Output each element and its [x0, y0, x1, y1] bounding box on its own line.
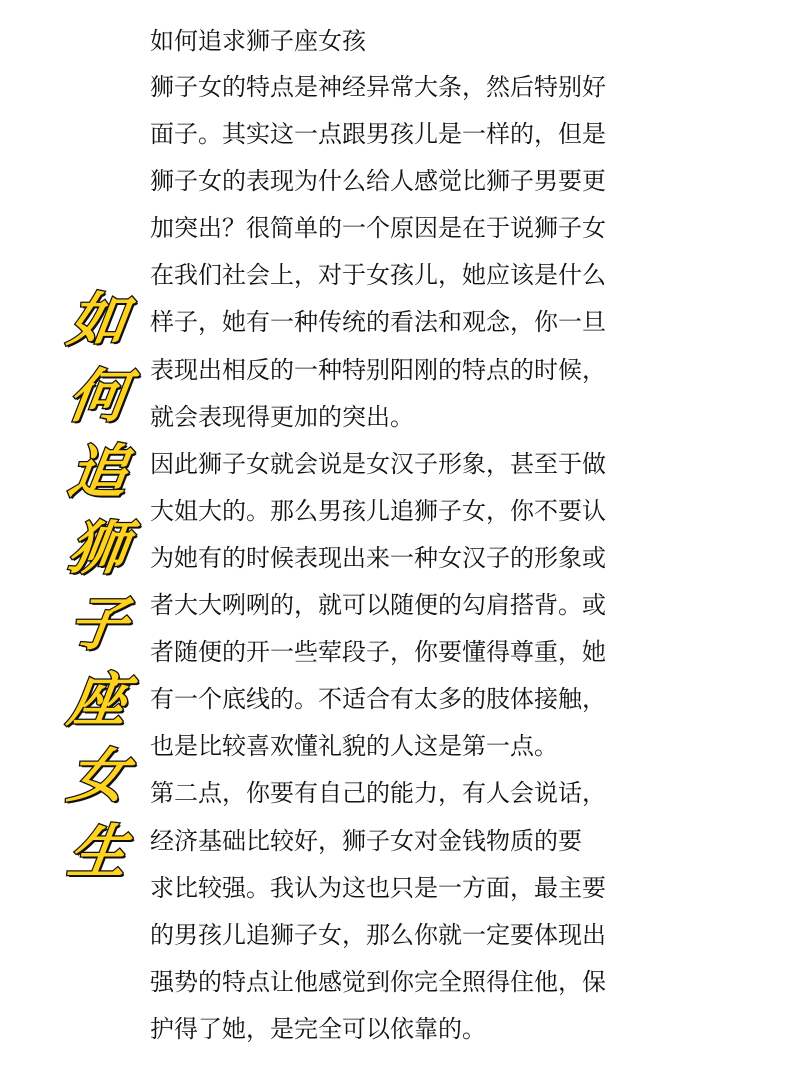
text-line: 狮子女的特点是神经异常大条，然后特别好 [150, 73, 606, 101]
title-char: 子 [64, 590, 132, 658]
text-line: 就会表现得更加的突出。 [150, 402, 414, 431]
article-body [150, 18, 650, 1053]
text-line: 者随便的开一些荤段子，你要懂得尊重，她 [150, 638, 606, 667]
text-line: 护得了她，是完全可以依靠的。 [150, 1014, 486, 1043]
text-line: 也是比较喜欢懂礼貌的人这是第一点。 [150, 732, 558, 761]
text-line: 表现出相反的一种特别阳刚的特点的时候， [150, 355, 606, 384]
title-char: 何 [64, 362, 132, 430]
title-char: 追 [64, 438, 132, 506]
title-char: 生 [64, 818, 132, 886]
text-line: 因此狮子女就会说是女汉子形象，甚至于做 [150, 449, 606, 478]
text-line: 求比较强。我认为这也只是一方面，最主要 [150, 873, 606, 902]
text-line: 第二点，你要有自己的能力，有人会说话， [150, 779, 606, 808]
article-heading: 如何追求狮子座女孩 [150, 27, 366, 55]
title-char: 女 [64, 742, 132, 810]
text-line: 在我们社会上，对于女孩儿，她应该是什么 [150, 261, 606, 290]
title-char: 如 [64, 286, 132, 354]
text-line: 者大大咧咧的，就可以随便的勾肩搭背。或 [150, 591, 606, 620]
text-line: 大姐大的。那么男孩儿追狮子女，你不要认 [150, 496, 606, 525]
text-line: 面子。其实这一点跟男孩儿是一样的，但是 [150, 120, 606, 149]
text-line: 有一个底线的。不适合有太多的肢体接触， [150, 685, 606, 714]
text-line: 为她有的时候表现出来一种女汉子的形象或 [150, 543, 606, 572]
title-char: 狮 [64, 514, 132, 582]
title-char: 座 [64, 666, 132, 734]
vertical-title [66, 282, 130, 890]
text-line: 加突出？很简单的一个原因是在于说狮子女 [150, 214, 606, 243]
text-line: 强势的特点让他感觉到你完全照得住他，保 [150, 967, 606, 996]
text-line: 的男孩儿追狮子女，那么你就一定要体现出 [150, 920, 606, 949]
text-line: 经济基础比较好，狮子女对金钱物质的要 [150, 826, 582, 855]
text-line: 样子，她有一种传统的看法和观念，你一旦 [150, 308, 606, 337]
text-line: 狮子女的表现为什么给人感觉比狮子男要更 [150, 167, 606, 196]
